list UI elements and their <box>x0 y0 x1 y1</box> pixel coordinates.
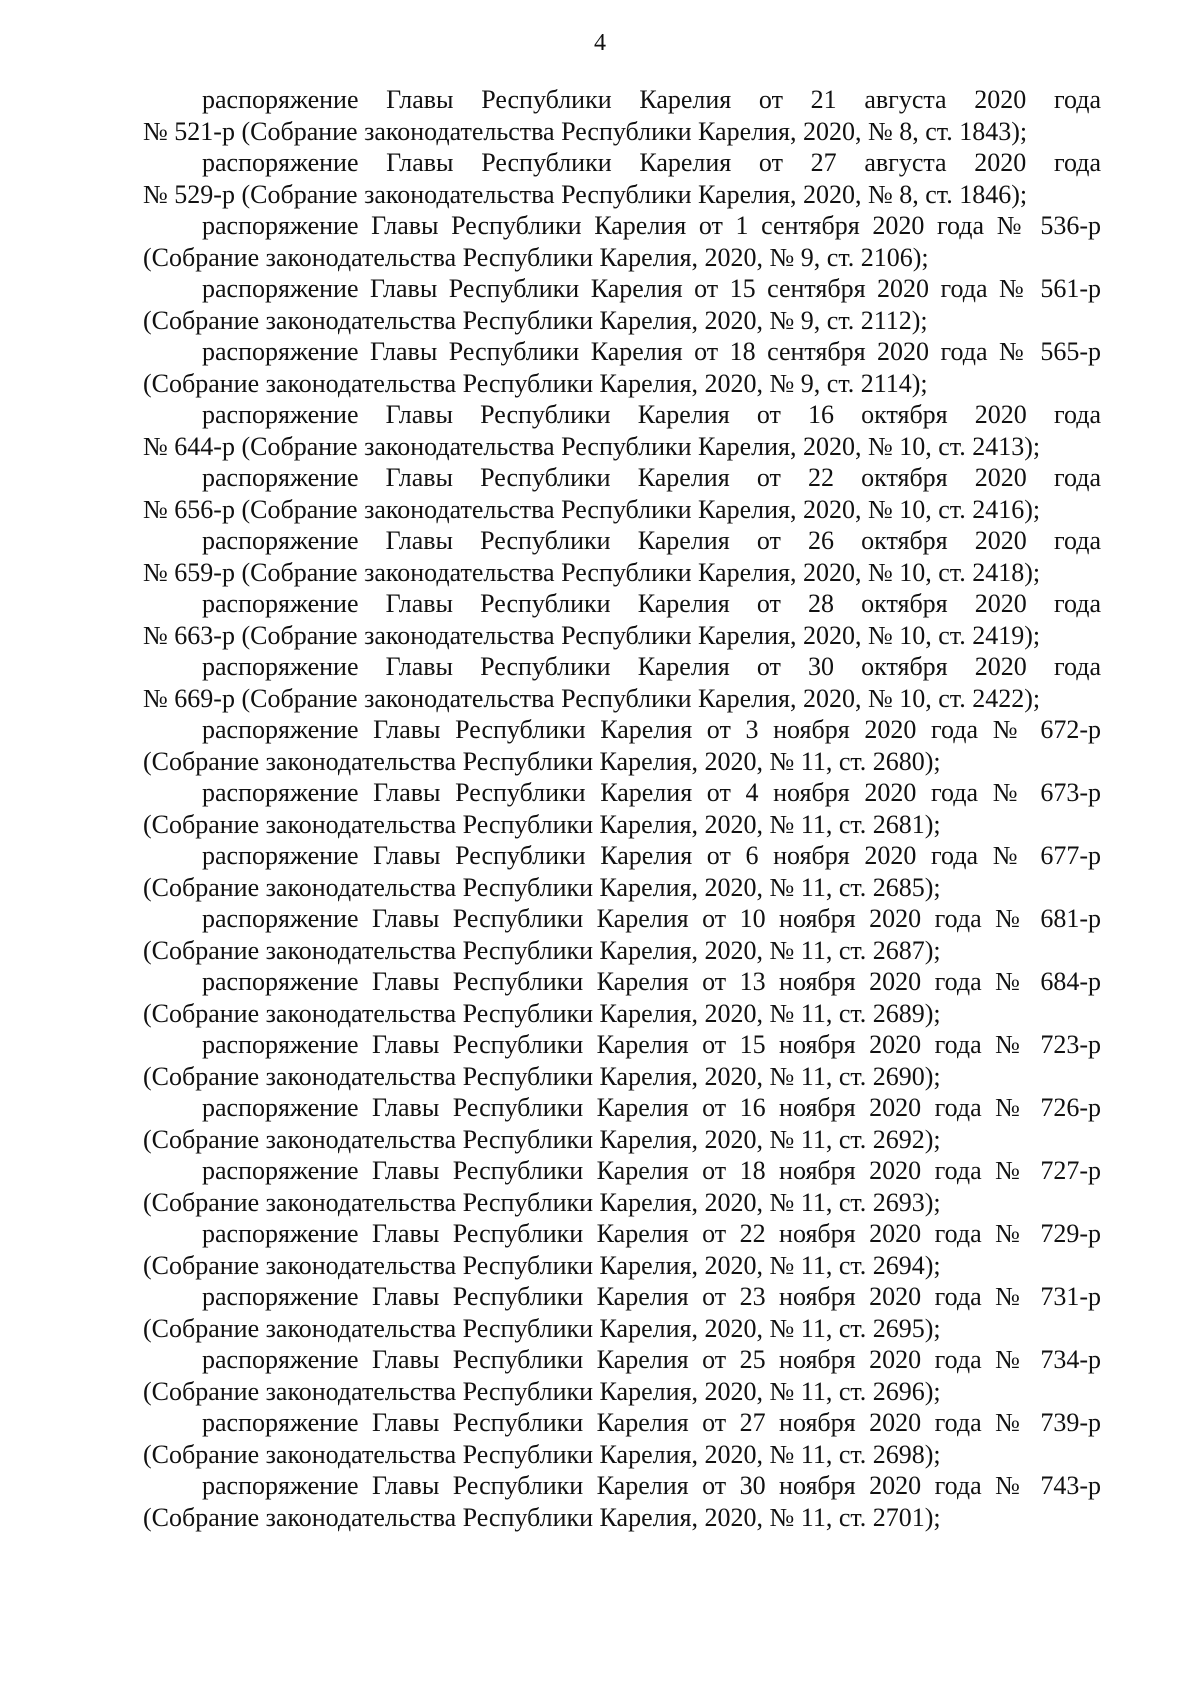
entry-line-1: распоряжение Главы Республики Карелия от 22 ноября 2020 года № 729-р <box>202 1219 1101 1248</box>
entry-line-1: распоряжение Главы Республики Карелия от 3 ноября 2020 года № 672-р <box>202 715 1101 744</box>
entry-line-1: распоряжение Главы Республики Карелия от 6 ноября 2020 года № 677-р <box>202 841 1101 870</box>
entry-line-1: распоряжение Главы Республики Карелия от 27 ноября 2020 года № 739-р <box>202 1408 1101 1437</box>
list-item <box>143 273 1101 336</box>
entry-line-2: (Собрание законодательства Республики Карелия, 2020, № 11, ст. 2695); <box>143 1313 941 1343</box>
entry-line-1: распоряжение Главы Республики Карелия от 21 августа 2020 года <box>202 85 1101 114</box>
list-item <box>143 1344 1101 1407</box>
entry-line-1: распоряжение Главы Республики Карелия от 25 ноября 2020 года № 734-р <box>202 1345 1101 1374</box>
entry-line-1: распоряжение Главы Республики Карелия от 30 ноября 2020 года № 743-р <box>202 1471 1101 1500</box>
entry-line-1: распоряжение Главы Республики Карелия от 16 ноября 2020 года № 726-р <box>202 1093 1101 1122</box>
entry-line-2: (Собрание законодательства Республики Карелия, 2020, № 9, ст. 2114); <box>143 368 928 398</box>
list-item <box>143 1407 1101 1470</box>
list-item <box>143 1470 1101 1533</box>
entry-line-2: (Собрание законодательства Республики Карелия, 2020, № 11, ст. 2690); <box>143 1061 941 1091</box>
entry-line-2: № 529-р (Собрание законодательства Республики Карелия, 2020, № 8, ст. 1846); <box>143 179 1028 209</box>
entry-line-1: распоряжение Главы Республики Карелия от 1 сентября 2020 года № 536-р <box>202 211 1101 240</box>
list-item <box>143 714 1101 777</box>
entry-line-2: № 521-р (Собрание законодательства Республики Карелия, 2020, № 8, ст. 1843); <box>143 116 1028 146</box>
list-item <box>143 588 1101 651</box>
list-item <box>143 1281 1101 1344</box>
entry-line-1: распоряжение Главы Республики Карелия от 18 сентября 2020 года № 565-р <box>202 337 1101 366</box>
entry-line-2: (Собрание законодательства Республики Карелия, 2020, № 11, ст. 2698); <box>143 1439 941 1469</box>
list-item <box>143 1155 1101 1218</box>
list-item <box>143 840 1101 903</box>
entry-line-2: (Собрание законодательства Республики Карелия, 2020, № 11, ст. 2685); <box>143 872 941 902</box>
list-item <box>143 1092 1101 1155</box>
entry-line-1: распоряжение Главы Республики Карелия от 4 ноября 2020 года № 673-р <box>202 778 1101 807</box>
entry-line-2: (Собрание законодательства Республики Карелия, 2020, № 11, ст. 2692); <box>143 1124 941 1154</box>
entry-line-2: № 644-р (Собрание законодательства Республики Карелия, 2020, № 10, ст. 2413); <box>143 431 1041 461</box>
entry-line-2: (Собрание законодательства Республики Карелия, 2020, № 11, ст. 2687); <box>143 935 941 965</box>
list-item <box>143 147 1101 210</box>
entry-line-2: (Собрание законодательства Республики Карелия, 2020, № 11, ст. 2694); <box>143 1250 941 1280</box>
list-item <box>143 84 1101 147</box>
entry-line-2: № 669-р (Собрание законодательства Республики Карелия, 2020, № 10, ст. 2422); <box>143 683 1041 713</box>
entry-line-2: (Собрание законодательства Республики Карелия, 2020, № 11, ст. 2696); <box>143 1376 941 1406</box>
entry-line-2: (Собрание законодательства Республики Карелия, 2020, № 9, ст. 2112); <box>143 305 928 335</box>
entry-line-1: распоряжение Главы Республики Карелия от 28 октября 2020 года <box>202 589 1101 618</box>
list-item <box>143 210 1101 273</box>
list-item <box>143 966 1101 1029</box>
entry-line-2: № 659-р (Собрание законодательства Республики Карелия, 2020, № 10, ст. 2418); <box>143 557 1041 587</box>
list-item <box>143 903 1101 966</box>
list-item <box>143 651 1101 714</box>
list-item <box>143 1029 1101 1092</box>
list-item <box>143 777 1101 840</box>
entry-line-1: распоряжение Главы Республики Карелия от 26 октября 2020 года <box>202 526 1101 555</box>
entry-line-1: распоряжение Главы Республики Карелия от 30 октября 2020 года <box>202 652 1101 681</box>
entry-line-1: распоряжение Главы Республики Карелия от 27 августа 2020 года <box>202 148 1101 177</box>
list-item <box>143 399 1101 462</box>
list-item <box>143 462 1101 525</box>
entry-line-1: распоряжение Главы Республики Карелия от 15 ноября 2020 года № 723-р <box>202 1030 1101 1059</box>
document-body <box>143 84 1101 1533</box>
list-item <box>143 525 1101 588</box>
entry-line-2: № 656-р (Собрание законодательства Республики Карелия, 2020, № 10, ст. 2416); <box>143 494 1041 524</box>
entry-line-2: (Собрание законодательства Республики Карелия, 2020, № 11, ст. 2701); <box>143 1502 941 1532</box>
page-number: 4 <box>594 30 606 56</box>
entry-line-1: распоряжение Главы Республики Карелия от 23 ноября 2020 года № 731-р <box>202 1282 1101 1311</box>
entry-line-1: распоряжение Главы Республики Карелия от 15 сентября 2020 года № 561-р <box>202 274 1101 303</box>
list-item <box>143 1218 1101 1281</box>
entry-line-1: распоряжение Главы Республики Карелия от 10 ноября 2020 года № 681-р <box>202 904 1101 933</box>
entry-line-2: (Собрание законодательства Республики Карелия, 2020, № 11, ст. 2689); <box>143 998 941 1028</box>
entry-line-2: (Собрание законодательства Республики Карелия, 2020, № 9, ст. 2106); <box>143 242 929 272</box>
entry-line-1: распоряжение Главы Республики Карелия от 18 ноября 2020 года № 727-р <box>202 1156 1101 1185</box>
entry-line-1: распоряжение Главы Республики Карелия от 13 ноября 2020 года № 684-р <box>202 967 1101 996</box>
entry-line-1: распоряжение Главы Республики Карелия от 16 октября 2020 года <box>202 400 1101 429</box>
entry-line-2: (Собрание законодательства Республики Карелия, 2020, № 11, ст. 2681); <box>143 809 941 839</box>
entry-line-2: (Собрание законодательства Республики Карелия, 2020, № 11, ст. 2680); <box>143 746 941 776</box>
entry-line-2: (Собрание законодательства Республики Карелия, 2020, № 11, ст. 2693); <box>143 1187 941 1217</box>
list-item <box>143 336 1101 399</box>
entry-line-1: распоряжение Главы Республики Карелия от 22 октября 2020 года <box>202 463 1101 492</box>
entry-line-2: № 663-р (Собрание законодательства Республики Карелия, 2020, № 10, ст. 2419); <box>143 620 1041 650</box>
